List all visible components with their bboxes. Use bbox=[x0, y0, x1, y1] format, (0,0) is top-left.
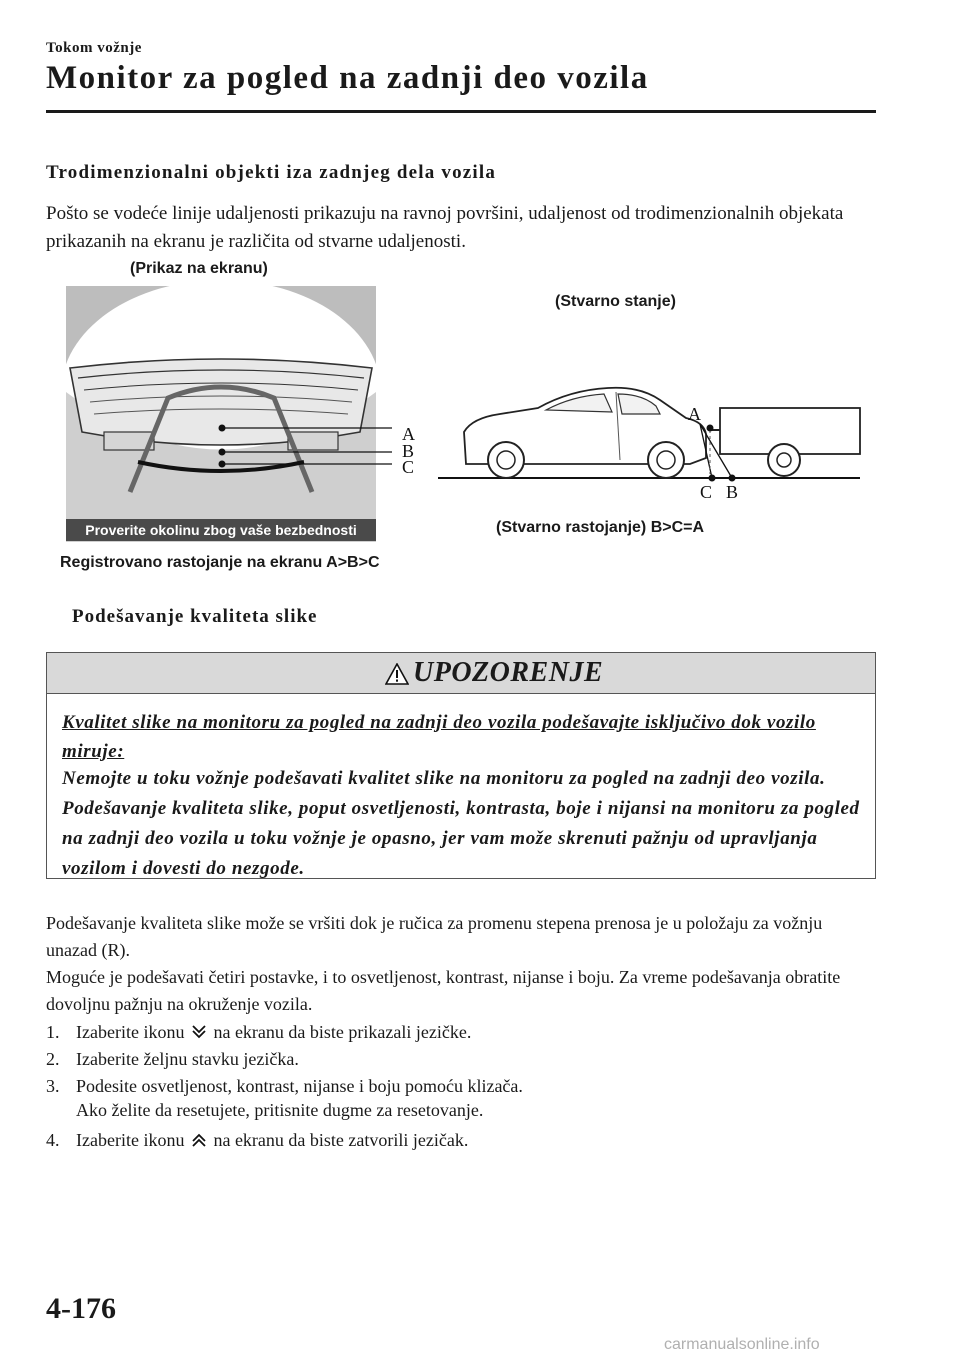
warning-title: UPOZORENJE bbox=[413, 657, 604, 688]
page-number: 4-176 bbox=[46, 1292, 116, 1325]
step-text-after: na ekranu da biste zatvorili jezičak. bbox=[213, 1130, 469, 1150]
step-text-before: Izaberite ikonu bbox=[76, 1022, 185, 1042]
warning-header bbox=[47, 653, 875, 694]
actual-situation-illustration bbox=[438, 388, 860, 502]
step-4 bbox=[46, 1127, 468, 1154]
watermark: carmanualsonline.info bbox=[664, 1336, 820, 1353]
step-number: 4. bbox=[46, 1130, 60, 1150]
title-rule bbox=[46, 110, 876, 113]
actual-marker-a: A bbox=[688, 404, 701, 424]
step-2 bbox=[46, 1046, 299, 1073]
warning-lead: Kvalitet slike na monitoru za pogled na zadnji deo vozila podešavajte isključivo dok vozilo miruje: bbox=[62, 712, 816, 762]
step-number: 2. bbox=[46, 1049, 60, 1069]
figure-actual-label: (Stvarno stanje) bbox=[555, 293, 676, 310]
monitor-screen-illustration bbox=[61, 282, 415, 542]
step-3 bbox=[46, 1073, 523, 1100]
warning-box bbox=[46, 652, 876, 879]
breadcrumb: Tokom vožnje bbox=[46, 40, 142, 56]
step-number: 1. bbox=[46, 1022, 60, 1042]
step-1 bbox=[46, 1019, 471, 1046]
screen-distance-caption: Registrovano rastojanje na ekranu A>B>C bbox=[60, 554, 380, 571]
marker-b-label: B bbox=[402, 441, 415, 461]
step-text-after: na ekranu da biste prikazali jezičke. bbox=[213, 1022, 472, 1042]
rear-view-figure bbox=[60, 282, 900, 554]
figure-screen-label: (Prikaz na ekranu) bbox=[130, 260, 268, 277]
actual-marker-b: B bbox=[726, 482, 739, 502]
screen-caption: Proverite okolinu zbog vaše bezbednosti bbox=[85, 522, 357, 538]
step-text: Podesite osvetljenost, kontrast, nijanse i boju pomoću klizača. bbox=[76, 1076, 523, 1096]
actual-marker-c: C bbox=[700, 482, 713, 502]
actual-distance-caption: (Stvarno rastojanje) B>C=A bbox=[496, 519, 705, 536]
step-number: 3. bbox=[46, 1076, 60, 1096]
warning-text: Nemojte u toku vožnje podešavati kvalitet slike na monitoru za pogled na zadnji deo vozila. Podešavanje kvaliteta slike, poput osvetljenosti, kontrasta, boje i nijansi na monitoru za pogled na zadnji deo vozila u toku vožnje je opasno, jer vam može skrenuti pažnju od upravljanja vozilom i dovesti do nezgode. bbox=[62, 768, 860, 879]
subsection-heading: Podešavanje kvaliteta slike bbox=[72, 606, 318, 627]
step-text-before: Izaberite ikonu bbox=[76, 1130, 185, 1150]
marker-c-label: C bbox=[402, 457, 415, 477]
step-3-note: Ako želite da resetujete, pritisnite dugme za resetovanje. bbox=[76, 1100, 484, 1120]
section-heading: Trodimenzionalni objekti iza zadnjeg dela vozila bbox=[46, 162, 497, 183]
section-body bbox=[46, 910, 876, 1018]
section-paragraph: Pošto se vodeće linije udaljenosti prikazuju na ravnoj površini, udaljenost od trodimenzionalnih objekata prikazanih na ekranu je različita od stvarne udaljenosti. bbox=[46, 203, 844, 252]
step-text: Izaberite željnu stavku jezička. bbox=[76, 1049, 299, 1069]
page-title: Monitor za pogled na zadnji deo vozila bbox=[46, 60, 649, 96]
marker-a-label: A bbox=[402, 424, 415, 444]
warning-triangle-icon bbox=[385, 663, 409, 685]
paragraph: Podešavanje kvaliteta slike može se vršiti dok je ručica za promenu stepena prenosa je u položaju za vožnju unazad (R). bbox=[46, 913, 823, 960]
chevron-double-up-icon bbox=[191, 1132, 207, 1148]
paragraph: Moguće je podešavati četiri postavke, i to osvetljenost, kontrast, nijanse i boju. Za vreme podešavanja obratite dovoljnu pažnju na okruženje vozila. bbox=[46, 967, 841, 1014]
chevron-double-down-icon bbox=[191, 1024, 207, 1040]
